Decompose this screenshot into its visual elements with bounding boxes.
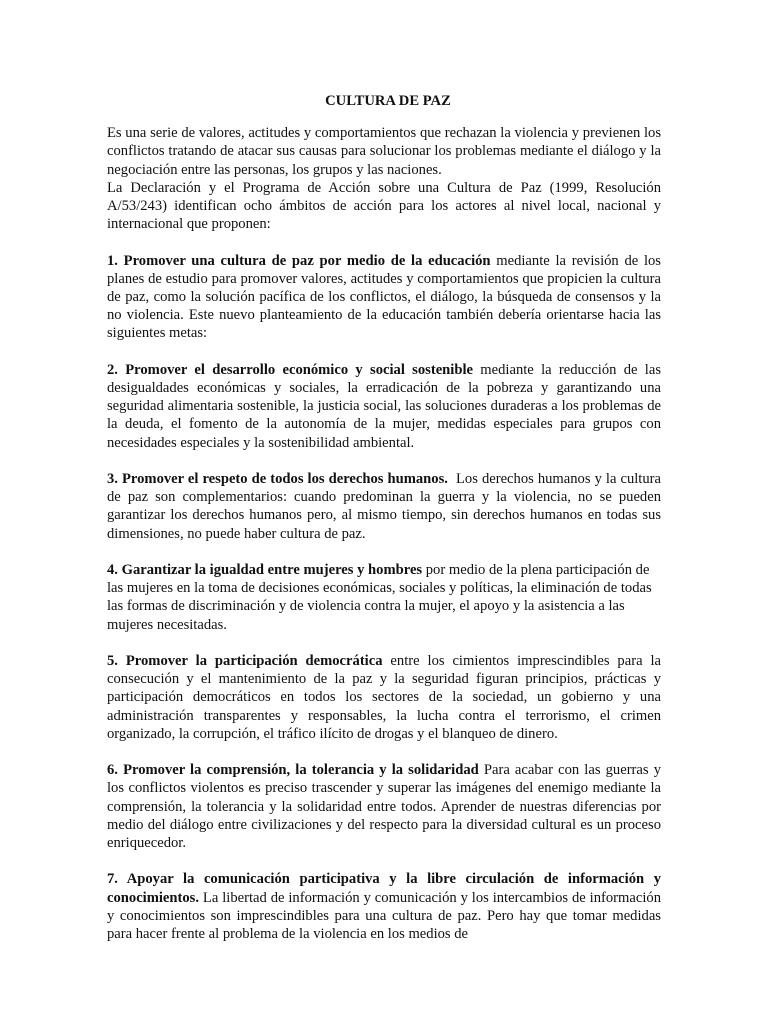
- item-3-text: Los derechos humanos y la cultura de paz son complementarios: cuando predominan la guerra y la violencia, no se pueden garantizar los derechos humanos pero, al mismo tiempo, sin derechos humanos en todas sus dimensiones, no puede haber cultura de paz.: [107, 471, 665, 542]
- item-5-paragraph: [107, 652, 661, 743]
- item-6-heading: 6. Promover la comprensión, la tolerancia y la solidaridad: [107, 762, 479, 779]
- item-2-paragraph: [107, 361, 661, 452]
- item-2-text: mediante la reducción de las desigualdades económicas y sociales, la erradicación de la pobreza y garantizando una seguridad alimentaria sostenible, la justicia social, las soluciones duraderas a los problemas de la deuda, el fomento de la autonomía de la mujer, medidas especiales para grupos con necesidades especiales y la sostenibilidad ambiental.: [107, 361, 662, 451]
- item-7-heading: 7. Apoyar la comunicación participativa y la libre circulación de información y conocimientos.: [107, 871, 661, 906]
- item-7-text: La libertad de información y comunicación y los intercambios de información y conocimientos son imprescindibles para una cultura de paz. Pero hay que tomar medidas para hacer frente al problema de la violencia en los medios de: [107, 889, 661, 943]
- item-1-paragraph: [107, 252, 661, 343]
- item-5-heading: 5. Promover la participación democrática: [107, 653, 383, 670]
- item-5-text: entre los cimientos imprescindibles para la consecución y el mantenimiento de la paz y la seguridad figuran principios, prácticas y participación democráticos en todos los sectores de la sociedad, un gobierno y una administración transparentes y responsables, la lucha contra el terrorismo, el crimen organizado, la corrupción, el tráfico ilícito de drogas y el blanqueo de dinero.: [107, 653, 661, 742]
- intro-paragraph-2: La Declaración y el Programa de Acción sobre una Cultura de Paz (1999, Resolución A/53/243) identifican ocho ámbitos de acción para los actores al nivel local, nacional y internacional que proponen:: [107, 179, 661, 233]
- document-page: [107, 92, 665, 943]
- item-3-heading: 3. Promover el respeto de todos los derechos humanos.: [107, 471, 448, 488]
- item-4-paragraph: [107, 561, 661, 634]
- item-4-text: por medio de la plena participación de las mujeres en la toma de decisiones económicas, sociales y políticas, la eliminación de todas las formas de discriminación y de violencia contra la mujer, el apoyo y la asistencia a las mujeres necesitadas.: [107, 562, 652, 633]
- item-2-heading: 2. Promover el desarrollo económico y social sostenible: [107, 361, 473, 378]
- item-4-heading: 4. Garantizar la igualdad entre mujeres y hombres: [107, 562, 423, 579]
- item-6-text: Para acabar con las guerras y los conflictos violentos es preciso trascender y superar las imágenes del enemigo mediante la comprensión, la tolerancia y la solidaridad entre todos. Aprender de nuestras diferencias por medio del diálogo entre civilizaciones y del respecto para la diversidad cultural es un proceso enriquecedor.: [107, 762, 661, 852]
- item-7-paragraph: [107, 870, 661, 943]
- item-1-text: mediante la revisión de los planes de estudio para promover valores, actitudes y comportamientos que propicien la cultura de paz, como la solución pacífica de los conflictos, el diálogo, la búsqueda de consensos y la no violencia. Este nuevo planteamiento de la educación también debería orientarse hacia las siguientes metas:: [107, 252, 661, 342]
- item-6-paragraph: [107, 761, 661, 852]
- document-title: CULTURA DE PAZ: [325, 93, 451, 109]
- item-1-heading: 1. Promover una cultura de paz por medio de la educación: [107, 252, 491, 269]
- item-3-paragraph: [107, 470, 665, 543]
- intro-paragraph-1: Es una serie de valores, actitudes y comportamientos que rechazan la violencia y previenen los conflictos tratando de atacar sus causas para solucionar los problemas mediante el diálogo y la negociación entre las personas, los grupos y las naciones.: [107, 125, 661, 178]
